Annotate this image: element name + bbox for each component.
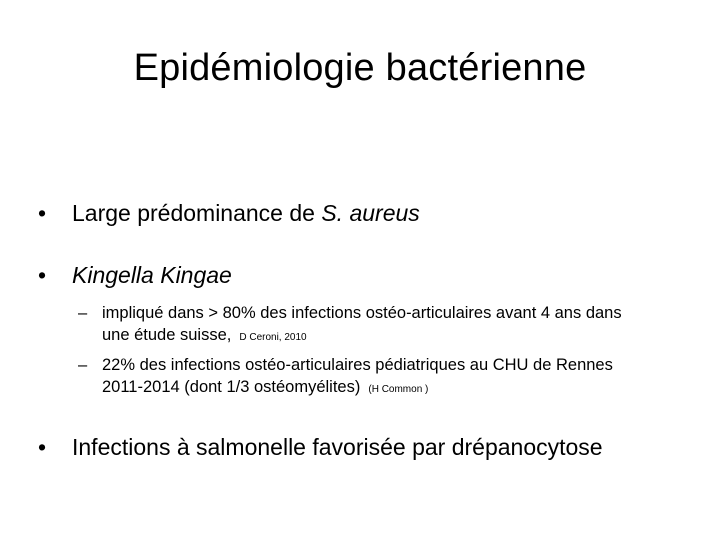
citation: (H Common ) <box>368 384 429 395</box>
bullet-dot: • <box>38 200 47 226</box>
bullet-text-italic: Kingella Kingae <box>72 262 232 288</box>
sub-bullet-line-text: une étude suisse, <box>102 326 232 344</box>
sub-bullet-text <box>102 354 702 401</box>
bullet-text <box>72 260 232 290</box>
bullet-text-plain: Large prédominance de <box>72 200 322 226</box>
sub-bullet-text <box>102 302 702 349</box>
sub-bullet-dash: – <box>78 304 88 322</box>
bullet-text-italic: S. aureus <box>321 200 420 226</box>
sub-bullet-line: impliqué dans > 80% des infections ostéo-articulaires avant 4 ans dans <box>102 304 622 322</box>
bullet-dot: • <box>38 434 47 460</box>
sub-bullet-line <box>102 376 702 401</box>
sub-bullet-line <box>102 324 702 349</box>
sub-bullet-dash: – <box>78 356 88 374</box>
sub-bullet-line-text: 2011-2014 (dont 1/3 ostéomyélites) <box>102 378 361 396</box>
sub-bullet-line: 22% des infections ostéo-articulaires pédiatriques au CHU de Rennes <box>102 356 613 374</box>
slide-title: Epidémiologie bactérienne <box>133 47 587 89</box>
citation: D Ceroni, 2010 <box>239 332 307 343</box>
bullet-text <box>72 198 420 228</box>
bullet-dot: • <box>38 262 47 288</box>
bullet-text: Infections à salmonelle favorisée par drépanocytose <box>72 434 603 460</box>
